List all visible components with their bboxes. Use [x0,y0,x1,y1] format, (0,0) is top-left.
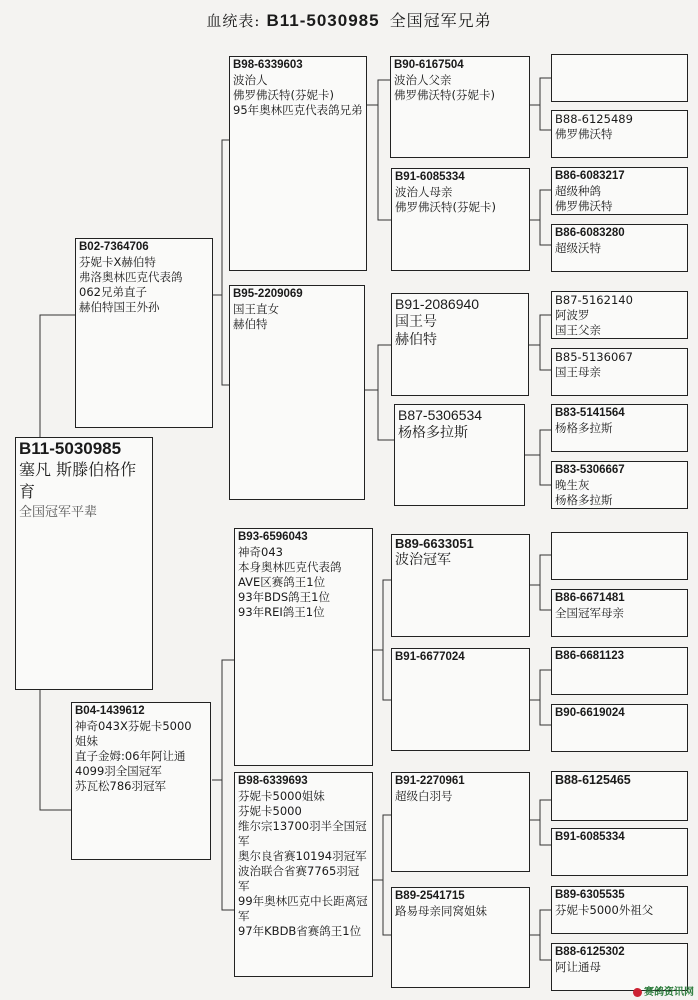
grandparent-line: 神奇043 [238,545,283,559]
g4-card [551,224,688,272]
sire-ring: B02-7364706 [79,241,149,253]
gg-line: 佛罗佛沃特(芬妮卡) [395,200,496,214]
g4-card [551,589,688,637]
g4-line: 国王母亲 [555,365,601,379]
connector-g3-5 [529,555,551,610]
subject-pigeon-card [15,437,153,690]
grandparent-line: AVE区赛鸽王1位 [238,575,326,589]
grandparent-line: 93年REI鸽王1位 [238,605,325,619]
watermark-logo-icon [633,988,642,997]
grandparent-line: 波治联合省赛7765羽冠军 [238,864,360,893]
g4-ring: B83-5306667 [555,464,625,476]
grandparent-card [229,285,365,500]
title-suffix: 全国冠军兄弟 [389,11,492,30]
g4-ring: B86-6083280 [555,227,625,239]
grandparent-line: 97年KBDB省赛鸽王1位 [238,924,362,938]
g4-card [551,532,688,580]
g4-ring: B86-6671481 [555,592,625,604]
g4-card [551,461,688,509]
g4-line: 阿波罗 [555,308,590,322]
connector-dam-g2 [212,660,234,910]
grandparent-ring: B98-6339603 [233,59,303,71]
great-grandparent-card [391,293,529,396]
gg-line: 波治冠军 [395,552,451,568]
g4-line: 芬妮卡5000外祖父 [555,903,654,917]
connector-g2d [373,815,391,935]
gg-ring: B91-2086940 [395,296,480,312]
gg-ring: B89-2541715 [395,890,465,902]
g4-line: 佛罗佛沃特 [555,127,613,141]
grandparent-line: 赫伯特 [233,317,268,331]
gg-line: 国王号 [395,314,437,330]
grandparent-line: 99年奥林匹克中长距离冠军 [238,894,368,923]
g4-line: 全国冠军母亲 [555,606,624,620]
great-grandparent-card [394,404,525,506]
grandparent-line: 奥尔良省赛10194羽冠军 [238,849,367,863]
connector-g3-1 [529,78,551,130]
grandparent-line: 波治人 [233,73,268,87]
grandparent-line: 维尔宗13700羽半全国冠军 [238,819,367,848]
g4-ring: B83-5141564 [555,407,625,419]
g4-line: 晚生灰 [555,478,590,492]
g4-line: 国王父亲 [555,323,601,337]
sire-line: 芬妮卡X赫伯特 [79,255,156,269]
connector-g3-2 [529,190,551,245]
title-ring: B11-5030985 [266,11,380,30]
g4-ring: B89-6305535 [555,889,625,901]
grandparent-card [234,528,373,766]
great-grandparent-card [391,772,530,872]
g4-card [551,54,688,102]
sire-line: 062兄弟直子 [79,285,147,299]
gg-line: 佛罗佛沃特(芬妮卡) [394,88,495,102]
g4-card [551,647,688,695]
connector-g3-4 [525,430,551,485]
great-grandparent-card [391,534,530,637]
g4-ring: B88-6125489 [555,112,633,126]
watermark [633,983,694,998]
gg-ring: B90-6167504 [394,59,464,71]
gg-ring: B91-6677024 [395,651,465,663]
grandparent-ring: B93-6596043 [238,531,308,543]
g4-card [551,886,688,934]
connector-g3-7 [529,800,551,845]
subject-ring: B11-5030985 [19,439,122,458]
g4-line: 阿让通母 [555,960,601,974]
grandparent-line: 国王直女 [233,302,279,316]
gg-ring: B89-6633051 [395,536,474,551]
grandparent-line: 本身奥林匹克代表鸽 [238,560,342,574]
connector-sire-g2 [212,140,230,385]
g4-ring: B91-6085334 [555,831,625,843]
g4-card [551,291,688,339]
title-prefix: 血统表: [206,12,261,30]
g4-ring: B88-6125302 [555,946,625,958]
great-grandparent-card [390,56,530,158]
g4-ring: B85-5136067 [555,350,633,364]
connector-g3-8 [529,910,551,960]
gg-line: 杨格多拉斯 [398,425,468,441]
gg-ring: B87-5306534 [398,407,483,423]
dam-ring: B04-1439612 [75,705,145,717]
g4-card [551,404,688,452]
g4-ring: B86-6681123 [555,650,625,662]
grandparent-line: 93年BDS鸽王1位 [238,590,330,604]
great-grandparent-card [391,648,530,751]
gg-line: 赫伯特 [395,332,437,348]
connector-g2c [373,580,391,700]
grandparent-card [229,56,367,271]
g4-card [551,348,688,396]
dam-card [71,702,211,860]
gg-ring: B91-6085334 [395,171,465,183]
connector-g2a [365,80,391,220]
dam-line: 苏瓦松786羽冠军 [75,779,166,793]
gg-ring: B91-2270961 [395,775,465,787]
g4-line: 杨格多拉斯 [555,421,613,435]
grandparent-line: 佛罗佛沃特(芬妮卡) [233,88,334,102]
g4-line: 超级沃特 [555,241,601,255]
g4-line: 杨格多拉斯 [555,493,613,507]
connector-subject-sire [40,315,75,437]
dam-line: 姐妹 [75,734,98,748]
g4-card [551,110,688,158]
gg-line: 波治人母亲 [395,185,453,199]
gg-line: 波治人父亲 [394,73,452,87]
connector-g3-3 [529,315,551,370]
g4-line: 佛罗佛沃特 [555,199,613,213]
g4-ring: B88-6125465 [555,773,631,787]
grandparent-ring: B95-2209069 [233,288,303,300]
gg-line: 路易母亲同窝姐妹 [395,904,487,918]
great-grandparent-card [391,168,530,271]
subject-note: 全国冠军平辈 [19,505,98,520]
connector-subject-dam [40,690,75,810]
sire-line: 弗洛奥林匹克代表鸽 [79,270,183,284]
g4-card [551,167,688,215]
grandparent-line: 芬妮卡5000 [238,804,302,818]
g4-line: 超级种鸽 [555,184,601,198]
grandparent-line: 95年奥林匹克代表鸽兄弟 [233,103,363,117]
grandparent-ring: B98-6339693 [238,775,308,787]
g4-ring: B90-6619024 [555,707,625,719]
connector-g2b [365,345,394,440]
g4-card [551,828,688,876]
dam-line: 直子金姆:06年阿让通 [75,749,186,763]
dam-line: 神奇043X芬妮卡5000 [75,719,192,733]
g4-ring: B86-6083217 [555,170,625,182]
sire-card [75,238,213,428]
grandparent-card [234,772,373,977]
dam-line: 4099羽全国冠军 [75,764,162,778]
sire-line: 赫伯特国王外孙 [79,300,160,314]
gg-line: 超级白羽号 [395,789,453,803]
g4-card [551,771,688,821]
grandparent-line: 芬妮卡5000姐妹 [238,789,325,803]
great-grandparent-card [391,887,530,988]
g4-ring: B87-5162140 [555,293,633,307]
subject-name: 塞凡 斯滕伯格作育 [19,460,137,501]
watermark-text: 赛鸽资讯网 [644,987,694,998]
connector-g3-6 [529,670,551,725]
g4-card [551,704,688,752]
